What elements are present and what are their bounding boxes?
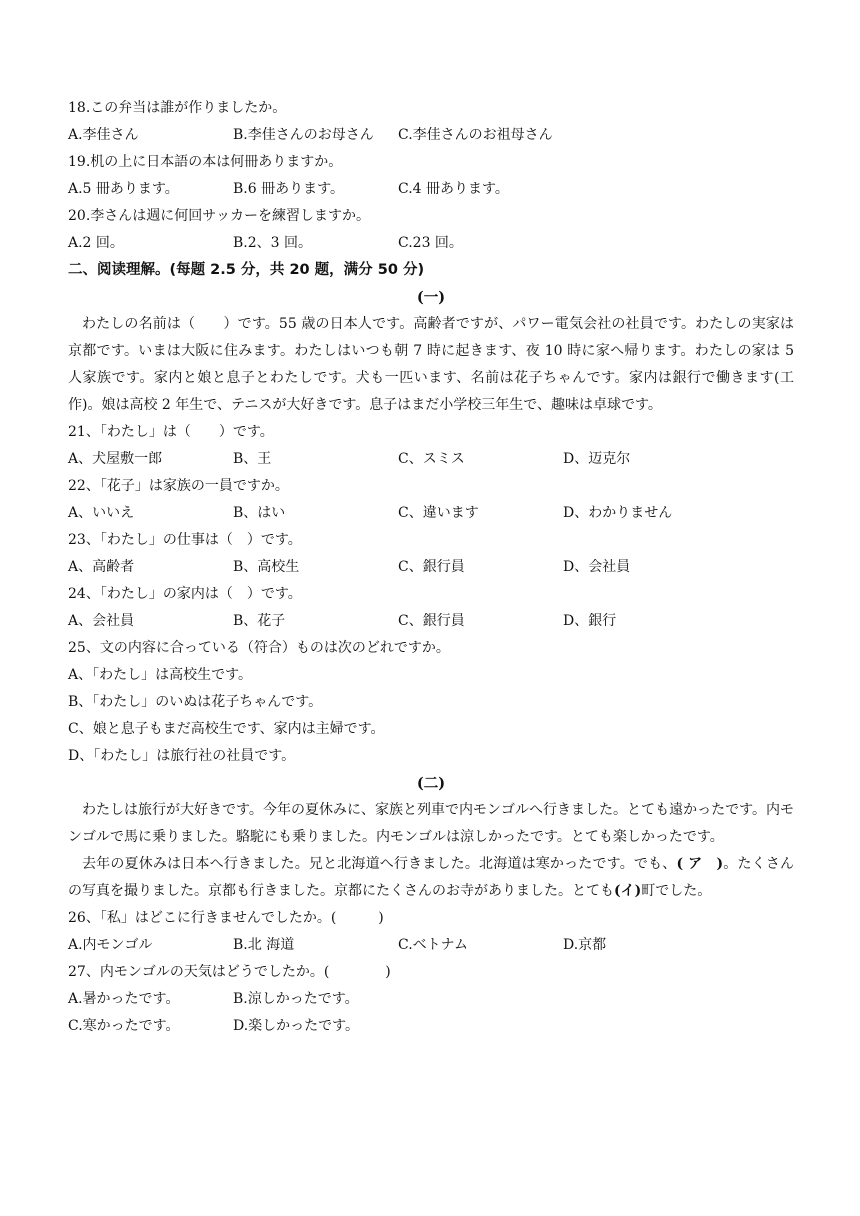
- option-a: A、「わたし」は高校生です。: [68, 667, 252, 683]
- question-23: 23、「わたし」の仕事は（ ）です。: [68, 532, 302, 548]
- option-d: D、「わたし」は旅行社の社員です。: [68, 748, 296, 764]
- option-a: A、高齢者: [68, 559, 135, 575]
- option-c: C.寒かったです。: [68, 1018, 180, 1034]
- option-c: C.李佳さんのお祖母さん: [398, 127, 553, 143]
- option-c: C、スミス: [398, 451, 465, 467]
- paragraph-text: 町でした。: [641, 883, 712, 899]
- option-d: D、迈克尔: [563, 451, 631, 467]
- question-18: 18.この弁当は誰が作りましたか。: [68, 100, 287, 116]
- option-b: B、高校生: [233, 559, 300, 575]
- option-d: D.京都: [563, 937, 607, 953]
- option-b: B.涼しかったです。: [233, 991, 359, 1007]
- option-d: D.楽しかったです。: [233, 1018, 360, 1034]
- question-23-options: [68, 554, 794, 581]
- question-26-options: [68, 932, 794, 959]
- option-c: C、銀行員: [398, 613, 465, 629]
- option-a: A、いいえ: [68, 505, 135, 521]
- question-24: 24、「わたし」の家内は（ ）です。: [68, 586, 302, 602]
- option-c: C、違います: [398, 505, 479, 521]
- blank-i: (イ): [614, 883, 642, 899]
- question-25: 25、文の内容に合っている（符合）ものは次のどれですか。: [68, 640, 450, 656]
- option-a: A.内モンゴル: [68, 937, 153, 953]
- option-a: A、会社員: [68, 613, 135, 629]
- question-19-options: [68, 176, 794, 203]
- passage-2-heading: (二): [416, 775, 446, 792]
- paragraph-text: 。たくさんの写真を撮りました。京都も行きました。京都にたくさんのお寺がありました。とても: [68, 856, 795, 899]
- option-b: B、はい: [233, 505, 286, 521]
- option-b: B.6 冊あります。: [233, 181, 344, 197]
- option-d: D、銀行: [563, 613, 617, 629]
- paragraph-text: 去年の夏休みは日本へ行きました。兄と北海道へ行きました。北海道は寒かったです。でも、: [82, 856, 677, 872]
- option-a: A.5 冊あります。: [68, 181, 179, 197]
- passage-1-text: わたしの名前は（ ）です。55 歳の日本人です。高齢者ですが、パワー電気会社の社員です。わたしの実家は京都です。いまは大阪に住みます。わたしはいつも朝 7 時に起きます、夜 10 時に家へ帰ります。わたしの家は 5 人家族です。家内と娘と息子とわたしです。犬も一匹います、名前は花子ちゃんです。家内は銀行で働きます(工作)。娘は高校 2 年生で、テニスが大好きです。息子はまだ小学校三年生で、趣味は卓球です。: [68, 316, 794, 413]
- section-heading: 二、阅读理解。(每题 2.5 分，共 20 题，满分 50 分): [68, 262, 425, 278]
- option-b: B.北 海道: [233, 937, 295, 953]
- question-27: 27、内モンゴルの天気はどうでしたか。( ): [68, 964, 391, 980]
- option-b: B.李佳さんのお母さん: [233, 127, 374, 143]
- option-c: C.ベトナム: [398, 937, 468, 953]
- question-27-options-row-1: [68, 986, 794, 1013]
- question-22-options: [68, 500, 794, 527]
- question-20-options: [68, 230, 794, 257]
- passage-1-heading: (一): [416, 289, 446, 306]
- question-22: 22、「花子」は家族の一員ですか。: [68, 478, 289, 494]
- option-d: D、会社員: [563, 559, 631, 575]
- passage-2-paragraph-1: わたしは旅行が大好きです。今年の夏休みに、家族と列車で内モンゴルへ行きました。とても遠かったです。内モンゴルで馬に乗りました。駱駝にも乗りました。内モンゴルは涼しかったです。とても楽しかったです。: [68, 802, 794, 845]
- question-20: 20.李さんは週に何回サッカーを練習しますか。: [68, 208, 370, 224]
- passage-2-paragraph-2: [68, 851, 794, 905]
- exam-page: [68, 95, 794, 1040]
- option-c: C、娘と息子もまだ高校生です、家内は主婦です。: [68, 721, 385, 737]
- option-a: A.李佳さん: [68, 127, 139, 143]
- option-c: C、銀行員: [398, 559, 465, 575]
- question-21-options: [68, 446, 794, 473]
- option-a: A.暑かったです。: [68, 991, 180, 1007]
- question-19: 19.机の上に日本語の本は何冊ありますか。: [68, 154, 343, 170]
- option-b: B、王: [233, 451, 272, 467]
- option-d: D、わかりません: [563, 505, 673, 521]
- option-b: B.2、3 回。: [233, 235, 313, 251]
- option-c: C.4 冊あります。: [398, 181, 509, 197]
- question-26: 26、「私」はどこに行きませんでしたか。( ): [68, 910, 384, 926]
- option-a: A、犬屋敷一郎: [68, 451, 163, 467]
- option-b: B、花子: [233, 613, 286, 629]
- option-a: A.2 回。: [68, 235, 124, 251]
- question-24-options: [68, 608, 794, 635]
- question-21: 21、「わたし」は（ ）です。: [68, 424, 274, 440]
- option-b: B、「わたし」のいぬは花子ちゃんです。: [68, 694, 323, 710]
- option-c: C.23 回。: [398, 235, 463, 251]
- blank-a: ( ア ): [676, 856, 724, 872]
- question-18-options: [68, 122, 794, 149]
- question-27-options-row-2: [68, 1013, 794, 1040]
